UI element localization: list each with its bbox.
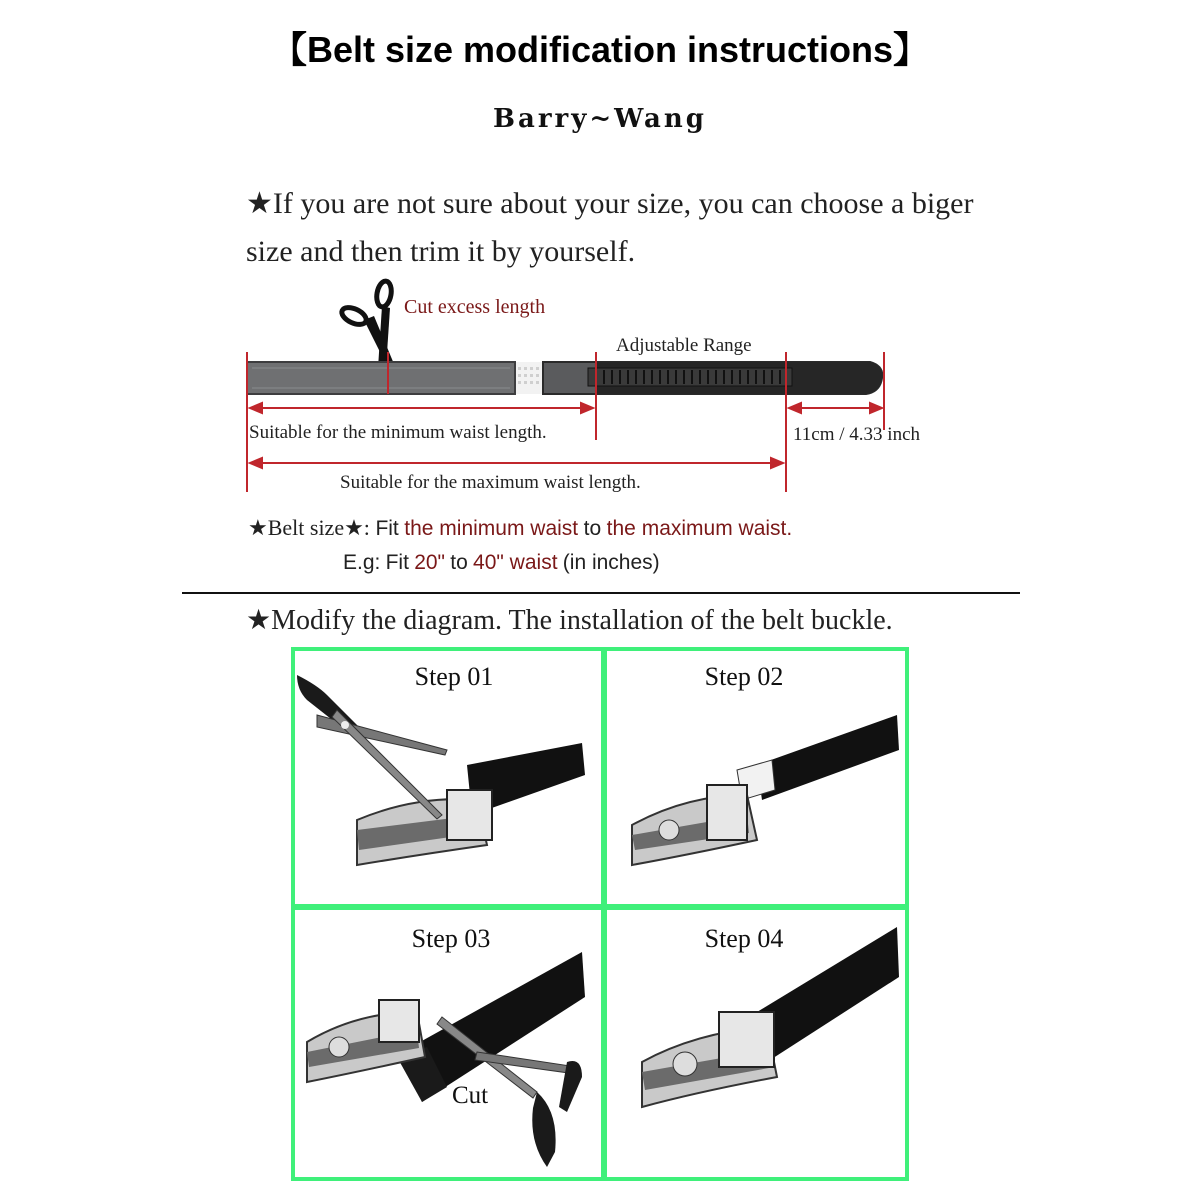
belt-tail-strip: [247, 362, 515, 394]
cut-excess-label: Cut excess length: [404, 296, 546, 318]
max-waist-label: Suitable for the maximum waist length.: [340, 472, 641, 493]
min-waist-label: Suitable for the minimum waist length.: [249, 422, 547, 443]
belt-size-line: [248, 515, 792, 541]
belt-end-holes: [516, 362, 542, 394]
belt-size-prefix: ★Belt size★:: [248, 515, 370, 540]
page-title: 【Belt size modification instructions】: [270, 29, 930, 70]
brand-logo: Barry~Wang: [493, 104, 707, 134]
example-min-value: 20": [414, 551, 446, 574]
step-02-label: Step 02: [704, 662, 784, 691]
step-01-label: Step 01: [414, 662, 494, 691]
modify-heading: ★Modify the diagram. The installation of the belt buckle.: [246, 605, 893, 636]
step-01-image: [297, 655, 599, 901]
intro-line-2: size and then trim it by yourself.: [246, 235, 636, 268]
adjustable-range-label: Adjustable Range: [616, 335, 752, 356]
tip-length-label: 11cm / 4.33 inch: [793, 424, 920, 445]
example-line: [343, 550, 660, 575]
example-fit-word: Fit: [385, 551, 409, 574]
step-02-image: [607, 655, 903, 901]
section-divider: [182, 592, 1020, 594]
example-to-word: to: [450, 551, 468, 574]
fit-word: Fit: [375, 517, 399, 540]
step-04-image: [607, 912, 903, 1172]
cut-annotation: Cut: [451, 1082, 489, 1109]
intro-line-1: ★If you are not sure about your size, you can choose a biger: [246, 187, 974, 220]
example-prefix: E.g:: [343, 551, 381, 574]
grid-divider-horizontal: [295, 904, 905, 910]
scissors-icon: [339, 280, 394, 368]
min-waist-text: the minimum waist: [404, 517, 579, 540]
step-03-label: Step 03: [411, 924, 491, 953]
step-03-image: [297, 912, 599, 1172]
step-04-label: Step 04: [704, 924, 784, 953]
max-waist-text: the maximum waist.: [606, 517, 793, 540]
scissors-icon: [297, 675, 447, 819]
to-word: to: [583, 517, 602, 540]
example-max-value: 40" waist: [473, 551, 558, 574]
example-suffix: (in inches): [562, 551, 660, 574]
